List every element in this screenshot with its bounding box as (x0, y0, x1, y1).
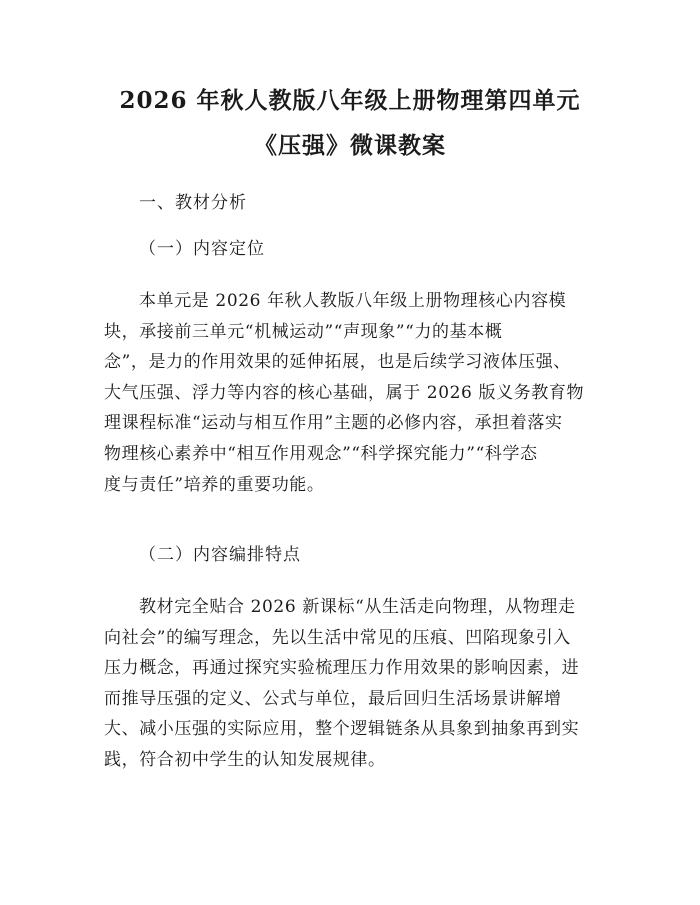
section-heading-teaching-material-analysis: 一、教材分析 (139, 193, 247, 213)
paragraph-line: 度与责任”培养的重要功能。 (104, 474, 325, 495)
paragraph-line: 理课程标准“运动与相互作用”主题的必修内容，承担着落实 (104, 413, 563, 434)
paragraph-line: 而推导压强的定义、公式与单位，最后回归生活场景讲解增 (104, 688, 562, 709)
document-title-line-1: 2026 年秋人教版八年级上册物理第四单元 (119, 87, 581, 114)
paragraph-line: 教材完全贴合 2026 新课标“从生活走向物理，从物理走 (139, 597, 576, 617)
paragraph-content-positioning (104, 286, 604, 500)
subsection-heading-content-arrangement: （二）内容编排特点 (139, 545, 301, 565)
subsection-heading-content-positioning: （一）内容定位 (139, 239, 265, 259)
paragraph-line: 大气压强、浮力等内容的核心基础，属于 2026 版义务教育物 (104, 382, 585, 403)
paragraph-line: 念”，是力的作用效果的延伸拓展，也是后续学习液体压强、 (104, 352, 571, 373)
paragraph-line: 向社会”的编写理念，先以生活中常见的压痕、凹陷现象引入 (104, 627, 571, 648)
paragraph-line: 大、减小压强的实际应用，整个逻辑链条从具象到抽象再到实 (104, 719, 580, 740)
document-title-line-2: 《压强》微课教案 (254, 132, 446, 159)
paragraph-line: 物理核心素养中“相互作用观念”“科学探究能力”“科学态 (104, 443, 538, 464)
paragraph-line: 压力概念，再通过探究实验梳理压力作用效果的影响因素，进 (104, 658, 580, 679)
paragraph-line: 本单元是 2026 年秋人教版八年级上册物理核心内容模 (139, 291, 567, 311)
paragraph-line: 块，承接前三单元“机械运动”“声现象”“力的基本概 (104, 321, 503, 342)
paragraph-line: 践，符合初中学生的认知发展规律。 (104, 749, 386, 770)
paragraph-content-arrangement (104, 592, 604, 776)
